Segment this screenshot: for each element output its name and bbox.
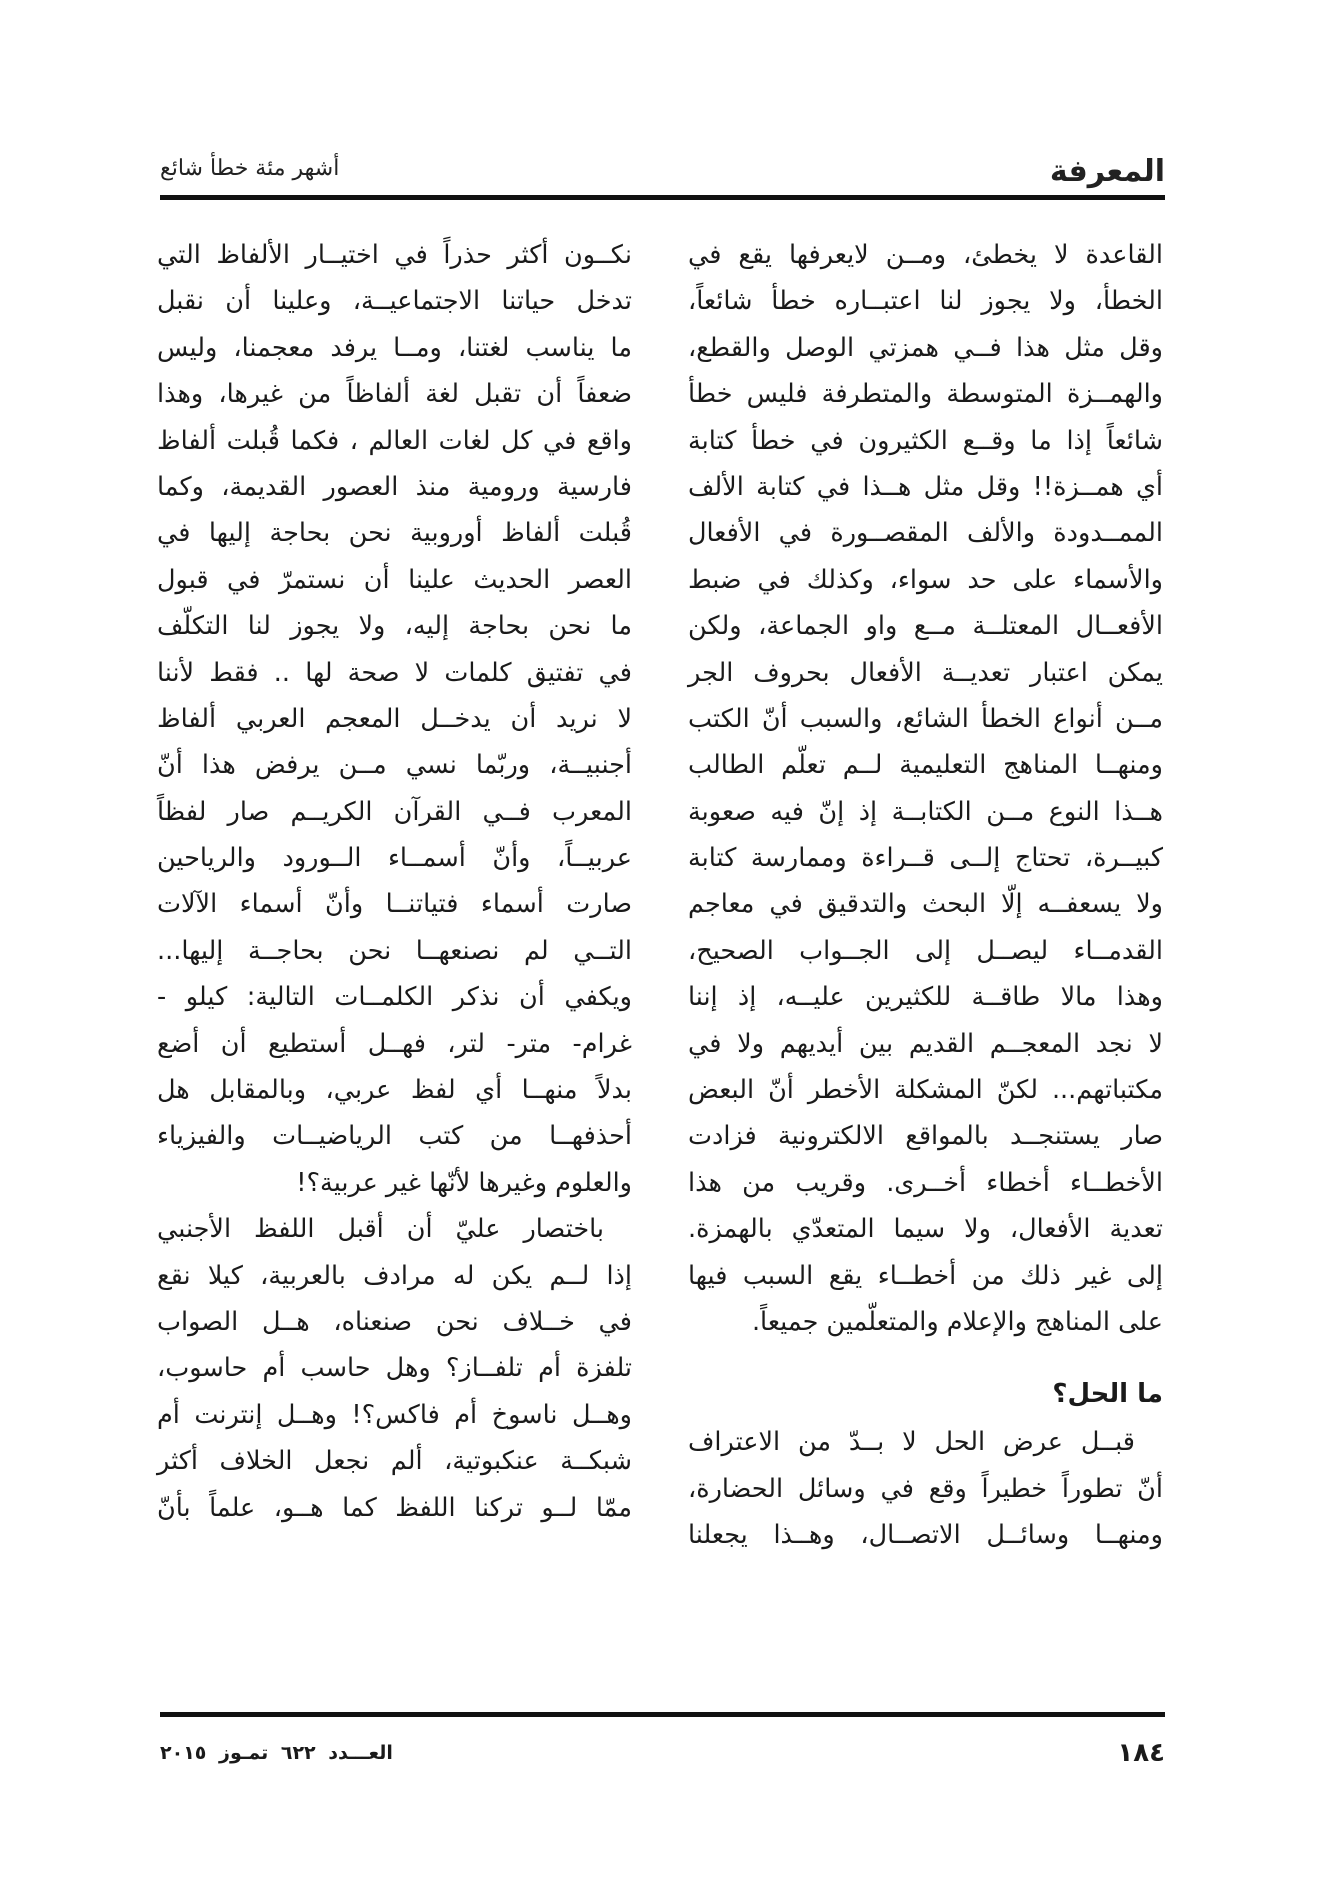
text-line: قبــل عرض الحل لا بــدّ من الاعتراف bbox=[688, 1427, 1135, 1458]
text-line: تدخل حياتنا الاجتماعيــة، وعلينا أن نقبل bbox=[157, 286, 632, 317]
text-line: والأسماء على حد سواء، وكذلك في ضبط bbox=[688, 564, 1163, 595]
text-line: على المناهج والإعلام والمتعلّمين جميعاً. bbox=[751, 1306, 1163, 1337]
text-line: تعدية الأفعال، ولا سيما المتعدّي بالهمزة. bbox=[688, 1214, 1163, 1245]
text-line: شبكــة عنكبوتية، ألم نجعل الخلاف أكثر bbox=[157, 1446, 632, 1477]
issue-info: العـــدد ٦٢٢ تمـوز ٢٠١٥ bbox=[160, 1742, 393, 1764]
text-line: الممــدودة والألف المقصــورة في الأفعال bbox=[688, 518, 1163, 549]
text-line: وهذا مالا طاقــة للكثيرين عليــه، إذ إننا bbox=[688, 982, 1163, 1013]
text-line: صارت أسماء فتياتنــا وأنّ أسماء الآلات bbox=[157, 889, 632, 920]
text-line: إذا لــم يكن له مرادف بالعربية، كيلا نقع bbox=[157, 1260, 632, 1291]
text-line: عربيــاً، وأنّ أسمــاء الــورود والرياحين bbox=[157, 843, 632, 874]
text-line: المعرب فــي القرآن الكريــم صار لفظاً bbox=[157, 796, 632, 827]
text-line: كبيــرة، تحتاج إلــى قــراءة وممارسة كتابة bbox=[688, 843, 1163, 874]
text-line: الخطأ، ولا يجوز لنا اعتبــاره خطأ شائعاً، bbox=[688, 286, 1163, 317]
text-line: والهمــزة المتوسطة والمتطرفة فليس خطأ bbox=[688, 379, 1163, 410]
text-line: لا نجد المعجــم القديم بين أيديهم ولا في bbox=[688, 1028, 1163, 1059]
text-line: وهــل ناسوخ أم فاكس؟! وهــل إنترنت أم bbox=[157, 1399, 632, 1430]
text-line: في تفتيق كلمات لا صحة لها .. فقط لأننا bbox=[157, 657, 632, 688]
text-line: ولا يسعفــه إلّا البحث والتدقيق في معاجم bbox=[688, 889, 1163, 920]
paragraph bbox=[688, 232, 1163, 1345]
text-line: ممّا لــو تركنا اللفظ كما هــو، علماً بأنّ bbox=[157, 1492, 632, 1523]
section-heading: ما الحل؟ bbox=[1052, 1379, 1163, 1410]
text-line: فارسية ورومية منذ العصور القديمة، وكما bbox=[157, 471, 632, 502]
text-line: ومنهــا وسائــل الاتصــال، وهــذا يجعلنا bbox=[688, 1520, 1163, 1551]
running-title: أشهر مئة خطأ شائع bbox=[160, 156, 340, 181]
text-line: ومنهــا المناهج التعليمية لــم تعلّم الطالب bbox=[688, 750, 1163, 781]
text-line: في خــلاف نحن صنعناه، هــل الصواب bbox=[157, 1306, 632, 1337]
text-line: الأفعــال المعتلــة مــع واو الجماعة، ولكن bbox=[688, 611, 1163, 642]
text-line: العصر الحديث علينا أن نستمرّ في قبول bbox=[157, 564, 632, 595]
text-line: ما نحن بحاجة إليه، ولا يجوز لنا التكلّف bbox=[157, 611, 632, 642]
page-footer bbox=[160, 1738, 1165, 1774]
text-line: التــي لم نصنعهــا نحن بحاجــة إليها... bbox=[157, 935, 632, 966]
text-line: ما يناسب لغتنا، ومــا يرفد معجمنا، وليس bbox=[157, 332, 632, 363]
text-line: لا نريد أن يدخــل المعجم العربي ألفاظ bbox=[157, 703, 632, 734]
text-line: هــذا النوع مــن الكتابــة إذ إنّ فيه صعوبة bbox=[688, 796, 1163, 827]
page-header bbox=[160, 150, 1165, 190]
text-line: واقع في كل لغات العالم ، فكما قُبلت ألفاظ bbox=[157, 425, 632, 456]
text-line: نكــون أكثر حذراً في اختيــار الألفاظ التي bbox=[157, 240, 632, 270]
text-line: يمكن اعتبار تعديــة الأفعال بحروف الجر bbox=[688, 657, 1163, 688]
paragraph bbox=[688, 1419, 1163, 1558]
text-line: الأخطــاء أخطاء أخــرى. وقريب من هذا bbox=[688, 1167, 1163, 1198]
text-line: تلفزة أم تلفــاز؟ وهل حاسب أم حاسوب، bbox=[157, 1353, 632, 1384]
page-number: ١٨٤ bbox=[1117, 1738, 1165, 1768]
text-line: وقل مثل هذا فــي همزتي الوصل والقطع، bbox=[688, 332, 1163, 363]
text-line: شائعاً إذا ما وقــع الكثيرون في خطأ كتابة bbox=[688, 425, 1163, 456]
text-line: القدمــاء ليصــل إلى الجــواب الصحيح، bbox=[688, 935, 1163, 966]
paragraph bbox=[157, 1206, 632, 1531]
text-column-left bbox=[157, 232, 632, 1531]
text-line: أجنبيــة، وربّما نسي مــن يرفض هذا أنّ bbox=[157, 750, 632, 781]
footer-rule bbox=[160, 1712, 1165, 1717]
text-line: باختصار عليّ أن أقبل اللفظ الأجنبي bbox=[157, 1214, 604, 1245]
paragraph bbox=[157, 232, 632, 1206]
header-rule bbox=[160, 195, 1165, 200]
text-column-right bbox=[688, 232, 1163, 1559]
text-line: مــن أنواع الخطأ الشائع، والسبب أنّ الكتب bbox=[688, 703, 1163, 734]
text-line: ضعفاً أن تقبل لغة ألفاظاً من غيرها، وهذا bbox=[157, 379, 632, 410]
text-line: والعلوم وغيرها لأنّها غير عربية؟! bbox=[296, 1167, 632, 1198]
text-line: قُبلت ألفاظ أوروبية نحن بحاجة إليها في bbox=[157, 518, 632, 549]
text-line: ويكفي أن نذكر الكلمــات التالية: كيلو - bbox=[157, 982, 632, 1013]
text-line: أحذفهــا من كتب الرياضيــات والفيزياء bbox=[157, 1121, 632, 1152]
text-line: غرام- متر- لتر، فهــل أستطيع أن أضع bbox=[157, 1028, 632, 1059]
text-line: القاعدة لا يخطئ، ومــن لايعرفها يقع في bbox=[688, 240, 1163, 270]
text-line: مكتباتهم... لكنّ المشكلة الأخطر أنّ البعض bbox=[688, 1075, 1163, 1106]
text-line: صار يستنجــد بالمواقع الالكترونية فزادت bbox=[688, 1121, 1163, 1152]
text-line: أي همــزة!! وقل مثل هــذا في كتابة الألف bbox=[688, 471, 1163, 502]
text-line: إلى غير ذلك من أخطــاء يقع السبب فيها bbox=[688, 1260, 1163, 1291]
magazine-logo: المعرفة bbox=[1049, 154, 1165, 189]
text-line: بدلاً منهــا أي لفظ عربي، وبالمقابل هل bbox=[157, 1075, 632, 1106]
text-line: أنّ تطوراً خطيراً وقع في وسائل الحضارة، bbox=[688, 1473, 1163, 1504]
